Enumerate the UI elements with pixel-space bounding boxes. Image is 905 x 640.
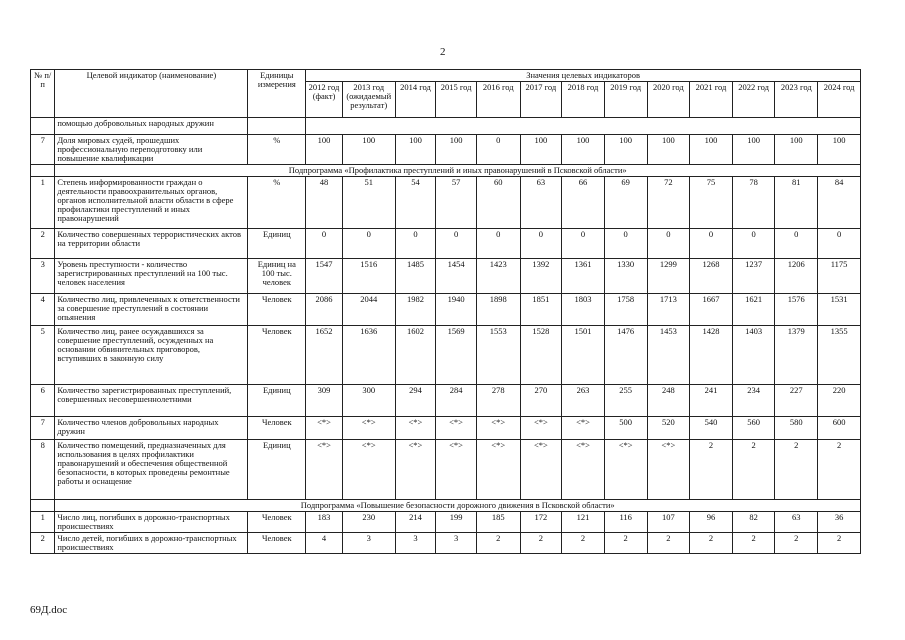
value-cell: 1569 <box>436 326 477 385</box>
table-row <box>31 512 861 533</box>
value-cell: 234 <box>732 385 775 417</box>
value-cell: 294 <box>395 385 436 417</box>
value-cell: 121 <box>562 512 605 533</box>
value-cell: 1898 <box>476 294 520 326</box>
value-cell: 0 <box>476 135 520 165</box>
value-cell: 2 <box>604 533 647 554</box>
value-cell: 227 <box>775 385 818 417</box>
unit: Человек <box>248 512 306 533</box>
value-cell: 60 <box>476 177 520 229</box>
value-cell: 1602 <box>395 326 436 385</box>
value-cell: 1501 <box>562 326 605 385</box>
value-cell: 36 <box>818 512 861 533</box>
header-year: 2019 год <box>604 82 647 118</box>
row-number: 7 <box>31 135 55 165</box>
value-cell: 2 <box>690 533 733 554</box>
indicator-name: Количество совершенных террористических актов на территории области <box>55 229 248 259</box>
value-cell: 255 <box>604 385 647 417</box>
value-cell: 54 <box>395 177 436 229</box>
indicator-name: Количество лиц, привлеченных к ответственности за совершение преступлений в состоянии опьянения <box>55 294 248 326</box>
value-cell: 1516 <box>342 259 395 294</box>
value-cell: 1428 <box>690 326 733 385</box>
value-cell: 1531 <box>818 294 861 326</box>
value-cell: 0 <box>395 229 436 259</box>
value-cell: 57 <box>436 177 477 229</box>
value-cell: 72 <box>647 177 690 229</box>
value-cell: 2 <box>476 533 520 554</box>
value-cell: 1379 <box>775 326 818 385</box>
indicators-table <box>30 69 861 554</box>
table-row <box>31 533 861 554</box>
table-row <box>31 294 861 326</box>
unit: Человек <box>248 326 306 385</box>
table-row <box>31 326 861 385</box>
value-cell: 278 <box>476 385 520 417</box>
value-cell: 2 <box>647 533 690 554</box>
header-year: 2024 год <box>818 82 861 118</box>
value-cell: 100 <box>306 135 343 165</box>
indicator-name: Количество помещений, предназначенных для использования в целях профилактики правонарушений и обеспечения общественной безопасности, в которых проведены ремонтные работы и оснащение <box>55 440 248 500</box>
value-cell: 100 <box>436 135 477 165</box>
indicator-name: Уровень преступности - количество зарегистрированных преступлений на 100 тыс. человек населения <box>55 259 248 294</box>
value-cell: 3 <box>342 533 395 554</box>
value-cell: 2 <box>775 533 818 554</box>
value-cell: 1547 <box>306 259 343 294</box>
value-cell: <*> <box>476 417 520 440</box>
value-cell: 1851 <box>520 294 562 326</box>
value-cell: 1355 <box>818 326 861 385</box>
value-cell: 2 <box>690 440 733 500</box>
value-cell: 100 <box>562 135 605 165</box>
unit: Единиц <box>248 385 306 417</box>
value-cell: 309 <box>306 385 343 417</box>
value-cell: 1423 <box>476 259 520 294</box>
value-cell: 0 <box>604 229 647 259</box>
value-cell: 2 <box>818 440 861 500</box>
header-year: 2015 год <box>436 82 477 118</box>
value-cell: 2044 <box>342 294 395 326</box>
value-cell: 248 <box>647 385 690 417</box>
value-cell: 2 <box>818 533 861 554</box>
value-cell: 560 <box>732 417 775 440</box>
value-cell: 1454 <box>436 259 477 294</box>
value-cell: 81 <box>775 177 818 229</box>
row-number: 2 <box>31 533 55 554</box>
value-cell: <*> <box>395 417 436 440</box>
value-cell: 1403 <box>732 326 775 385</box>
table-row <box>31 440 861 500</box>
indicator-name: Количество членов добровольных народных дружин <box>55 417 248 440</box>
value-cell: 1299 <box>647 259 690 294</box>
row-number: 8 <box>31 440 55 500</box>
header-year: 2014 год <box>395 82 436 118</box>
page-number: 2 <box>440 46 446 58</box>
value-cell: 1940 <box>436 294 477 326</box>
value-cell: <*> <box>436 440 477 500</box>
value-cell: 1330 <box>604 259 647 294</box>
header-num: № п/п <box>31 70 55 118</box>
indicator-name: Доля мировых судей, прошедших профессиональную переподготовку или повышение квалификации <box>55 135 248 165</box>
row-number: 2 <box>31 229 55 259</box>
value-cell: 0 <box>306 229 343 259</box>
continuation-text: помощью добровольных народных дружин <box>55 118 248 135</box>
value-cell: 540 <box>690 417 733 440</box>
value-cell: 1803 <box>562 294 605 326</box>
value-cell: 183 <box>306 512 343 533</box>
indicator-name: Степень информированности граждан о деятельности правоохранительных органов, органов исполнительной власти области в сфере профилактики преступлений и иных правонарушений <box>55 177 248 229</box>
table-row <box>31 135 861 165</box>
value-cell: 100 <box>604 135 647 165</box>
value-cell: <*> <box>647 440 690 500</box>
value-cell: 84 <box>818 177 861 229</box>
value-cell: 2 <box>732 533 775 554</box>
value-cell: 1528 <box>520 326 562 385</box>
value-cell: 82 <box>732 512 775 533</box>
row-number: 1 <box>31 512 55 533</box>
value-cell: 2 <box>562 533 605 554</box>
row-number: 6 <box>31 385 55 417</box>
value-cell: 2 <box>520 533 562 554</box>
indicator-name: Число лиц, погибших в дорожно-транспортных происшествиях <box>55 512 248 533</box>
unit: Человек <box>248 294 306 326</box>
value-cell: 78 <box>732 177 775 229</box>
value-cell: 0 <box>342 229 395 259</box>
value-cell: <*> <box>604 440 647 500</box>
unit: Человек <box>248 533 306 554</box>
value-cell: 75 <box>690 177 733 229</box>
unit: Единиц на 100 тыс. человек <box>248 259 306 294</box>
table-row <box>31 229 861 259</box>
value-cell: 100 <box>520 135 562 165</box>
value-cell: <*> <box>342 417 395 440</box>
row-number: 5 <box>31 326 55 385</box>
value-cell: 1453 <box>647 326 690 385</box>
value-cell: 3 <box>436 533 477 554</box>
table-row <box>31 417 861 440</box>
value-cell: <*> <box>476 440 520 500</box>
unit: Человек <box>248 417 306 440</box>
value-cell: 1576 <box>775 294 818 326</box>
subprogram-heading: Подпрограмма «Повышение безопасности дорожного движения в Псковской области» <box>55 500 861 512</box>
value-cell: 2 <box>732 440 775 500</box>
value-cell: 100 <box>395 135 436 165</box>
value-cell: 48 <box>306 177 343 229</box>
value-cell: 220 <box>818 385 861 417</box>
value-cell: <*> <box>306 440 343 500</box>
value-cell: 96 <box>690 512 733 533</box>
indicator-name: Число детей, погибших в дорожно-транспортных происшествиях <box>55 533 248 554</box>
value-cell: 51 <box>342 177 395 229</box>
value-cell: 107 <box>647 512 690 533</box>
value-cell: 69 <box>604 177 647 229</box>
value-cell: 1268 <box>690 259 733 294</box>
value-cell: 0 <box>775 229 818 259</box>
value-cell: 66 <box>562 177 605 229</box>
value-cell: 1392 <box>520 259 562 294</box>
header-year: 2021 год <box>690 82 733 118</box>
value-cell: 185 <box>476 512 520 533</box>
value-cell: 100 <box>818 135 861 165</box>
subprogram-heading: Подпрограмма «Профилактика преступлений и иных правонарушений в Псковской области» <box>55 165 861 177</box>
table-row <box>31 177 861 229</box>
value-cell: 1237 <box>732 259 775 294</box>
value-cell: 0 <box>562 229 605 259</box>
value-cell: 116 <box>604 512 647 533</box>
value-cell: 241 <box>690 385 733 417</box>
value-cell: 1485 <box>395 259 436 294</box>
value-cell: 263 <box>562 385 605 417</box>
value-cell: 100 <box>690 135 733 165</box>
value-cell: 1476 <box>604 326 647 385</box>
value-cell: 600 <box>818 417 861 440</box>
value-cell: 284 <box>436 385 477 417</box>
header-year: 2012 год (факт) <box>306 82 343 118</box>
value-cell: <*> <box>395 440 436 500</box>
value-cell: 1361 <box>562 259 605 294</box>
value-cell: 270 <box>520 385 562 417</box>
header-year: 2023 год <box>775 82 818 118</box>
row-number: 7 <box>31 417 55 440</box>
value-cell: 520 <box>647 417 690 440</box>
value-cell: 0 <box>647 229 690 259</box>
header-year: 2017 год <box>520 82 562 118</box>
value-cell: 0 <box>690 229 733 259</box>
value-cell: <*> <box>306 417 343 440</box>
header-unit: Единицы измерения <box>248 70 306 118</box>
indicator-name: Количество зарегистрированных преступлений, совершенных несовершеннолетними <box>55 385 248 417</box>
value-cell: 172 <box>520 512 562 533</box>
value-cell: 100 <box>775 135 818 165</box>
header-indicator: Целевой индикатор (наименование) <box>55 70 248 118</box>
value-cell: 1667 <box>690 294 733 326</box>
value-cell: 2086 <box>306 294 343 326</box>
value-cell: 2 <box>775 440 818 500</box>
value-cell: 500 <box>604 417 647 440</box>
value-cell: 1713 <box>647 294 690 326</box>
value-cell: <*> <box>520 440 562 500</box>
value-cell: <*> <box>562 440 605 500</box>
header-values-title: Значения целевых индикаторов <box>306 70 861 82</box>
value-cell: 230 <box>342 512 395 533</box>
value-cell: 100 <box>342 135 395 165</box>
value-cell: 0 <box>732 229 775 259</box>
value-cell: 1636 <box>342 326 395 385</box>
value-cell: 1621 <box>732 294 775 326</box>
value-cell: 1982 <box>395 294 436 326</box>
unit: % <box>248 177 306 229</box>
header-year: 2013 год (ожидаемый результат) <box>342 82 395 118</box>
row-number: 3 <box>31 259 55 294</box>
table-row <box>31 259 861 294</box>
value-cell: 0 <box>520 229 562 259</box>
value-cell: <*> <box>436 417 477 440</box>
value-cell: 63 <box>775 512 818 533</box>
value-cell: 300 <box>342 385 395 417</box>
value-cell: 214 <box>395 512 436 533</box>
value-cell: 1652 <box>306 326 343 385</box>
value-cell: 1553 <box>476 326 520 385</box>
unit: Единиц <box>248 440 306 500</box>
header-year: 2018 год <box>562 82 605 118</box>
value-cell: <*> <box>342 440 395 500</box>
value-cell: 4 <box>306 533 343 554</box>
footer-filename: 69Д.doc <box>30 604 68 616</box>
value-cell: 100 <box>647 135 690 165</box>
row-number: 1 <box>31 177 55 229</box>
header-year: 2022 год <box>732 82 775 118</box>
value-cell: <*> <box>520 417 562 440</box>
value-cell: <*> <box>562 417 605 440</box>
value-cell: 0 <box>476 229 520 259</box>
value-cell: 0 <box>436 229 477 259</box>
indicator-name: Количество лиц, ранее осуждавшихся за совершение преступлений, осужденных на основании обвинительных приговоров, вступивших в законную силу <box>55 326 248 385</box>
value-cell: 1206 <box>775 259 818 294</box>
value-cell: 0 <box>818 229 861 259</box>
value-cell: 580 <box>775 417 818 440</box>
value-cell: 100 <box>732 135 775 165</box>
unit: Единиц <box>248 229 306 259</box>
row-number: 4 <box>31 294 55 326</box>
value-cell: 63 <box>520 177 562 229</box>
value-cell: 199 <box>436 512 477 533</box>
table-row <box>31 385 861 417</box>
unit: % <box>248 135 306 165</box>
value-cell: 1758 <box>604 294 647 326</box>
header-year: 2020 год <box>647 82 690 118</box>
value-cell: 1175 <box>818 259 861 294</box>
value-cell: 3 <box>395 533 436 554</box>
header-year: 2016 год <box>476 82 520 118</box>
